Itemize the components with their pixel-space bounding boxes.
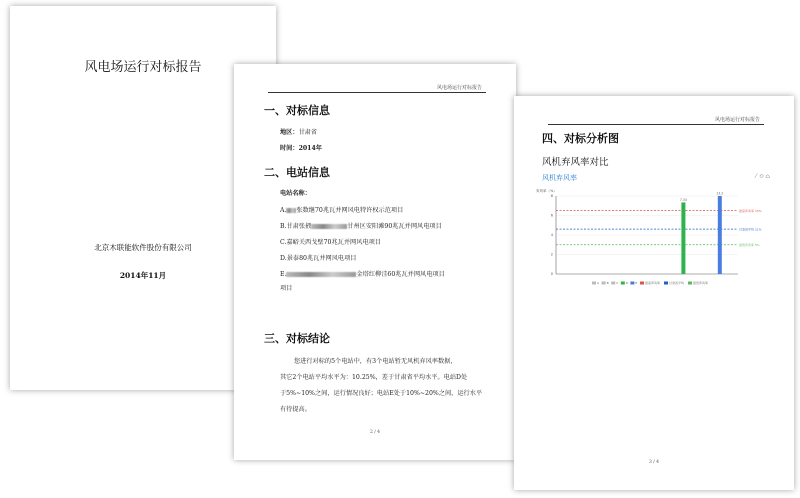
station-item xyxy=(280,237,381,246)
conclusion-line: 于5%~10%之间，运行情况良好；电站E处于10%~20%之间，运行水平 xyxy=(280,390,483,397)
conclusion-line: 其它2个电站平均水平为：10.25%，差于甘肃省平均水平。电站D处 xyxy=(280,374,468,381)
station-item xyxy=(280,205,403,214)
legend-swatch xyxy=(611,282,615,285)
station-name: 金塔红柳洼60兆瓦并网风电项目 xyxy=(356,271,445,278)
station-prefix: A. xyxy=(280,207,287,214)
stations-label: 电站名称： xyxy=(280,190,311,197)
station-prefix: E. xyxy=(280,271,287,278)
conclusion-line: 您进行对标的5个电站中，有3个电站暂无风机弃风率数据， xyxy=(294,358,457,365)
page-header: 风电场运行对标报告 xyxy=(714,117,760,123)
page-3 xyxy=(514,96,794,490)
redaction xyxy=(311,224,347,229)
reference-line-label: 最低弃风率 5% xyxy=(739,242,760,247)
station-name: 张数继70兆瓦并网风电特许权示范项目 xyxy=(296,207,404,214)
legend-label: 最高弃风率 xyxy=(645,281,661,285)
page-2 xyxy=(234,64,516,460)
section-title-benchmark-info: 一、对标信息 xyxy=(264,104,330,117)
page-header: 风电场运行对标报告 xyxy=(436,85,482,91)
station-item xyxy=(280,253,356,262)
station-prefix: C. xyxy=(280,239,287,246)
report-title: 风电场运行对标报告 xyxy=(84,60,202,75)
station-item-cont: 项目 xyxy=(280,285,293,292)
redaction xyxy=(286,272,356,277)
legend-label: 最低弃风率 xyxy=(693,281,709,285)
time-row xyxy=(280,143,322,152)
header-divider xyxy=(548,124,764,125)
bar xyxy=(681,202,685,274)
region-label: 地区： xyxy=(280,129,299,136)
region-row xyxy=(280,127,317,136)
station-name: 甘肃张掖 xyxy=(286,223,312,230)
legend-swatch xyxy=(621,282,625,285)
bar-value-label: 13.2 xyxy=(716,191,724,196)
legend-swatch xyxy=(688,282,692,285)
y-tick-label: 0 xyxy=(550,272,553,277)
y-tick-label: 4 xyxy=(550,233,553,238)
report-date: 2014年11月 xyxy=(119,271,167,280)
bar xyxy=(718,196,722,274)
reference-line-label: 最高弃风率 15% xyxy=(739,208,762,213)
curtailment-chart xyxy=(532,184,782,304)
redaction xyxy=(286,208,296,213)
y-tick-label: 6 xyxy=(550,213,553,218)
station-item xyxy=(280,269,445,278)
legend-swatch xyxy=(664,282,668,285)
section-title-analysis: 四、对标分析图 xyxy=(542,132,619,145)
station-name: 景泰80兆瓦并网风电项目 xyxy=(286,255,357,262)
legend-label: D xyxy=(625,281,629,285)
legend-swatch xyxy=(630,282,634,285)
legend-swatch xyxy=(602,282,606,285)
reference-line-label: 甘肃省平均 11% xyxy=(739,227,762,232)
station-prefix: D. xyxy=(280,255,287,262)
chart-subtitle: 风机弃风率对比 xyxy=(542,157,609,168)
station-prefix: B. xyxy=(280,223,287,230)
legend-label: A xyxy=(597,281,600,285)
legend-swatch xyxy=(592,282,596,285)
chart-toolbox-icons[interactable]: ⁄ ⟲ ⌂ xyxy=(755,173,770,180)
station-item xyxy=(280,221,442,230)
time-value: 2014年 xyxy=(298,145,322,152)
company-name: 北京木联能软件股份有限公司 xyxy=(94,243,192,252)
header-divider xyxy=(268,92,486,93)
bar-value-label: 7.34 xyxy=(679,197,687,202)
legend-label: C xyxy=(616,281,619,285)
time-label: 时间： xyxy=(280,145,299,152)
section-title-station-info: 二、电站信息 xyxy=(264,166,330,179)
y-axis-label: 弃风率（%） xyxy=(536,189,557,193)
legend-swatch xyxy=(640,282,644,285)
y-tick-label: 8 xyxy=(550,194,553,199)
section-title-conclusion: 三、对标结论 xyxy=(264,332,330,345)
page-number: 3 / 4 xyxy=(648,460,660,465)
legend-label: 甘肃省平均 xyxy=(669,281,685,285)
region-value: 甘肃省 xyxy=(298,129,318,136)
y-tick-label: 2 xyxy=(550,252,553,257)
page-number: 2 / 4 xyxy=(369,430,381,435)
station-name-cont: 甘州区安阳滩90兆瓦并网风电项目 xyxy=(347,223,442,230)
station-name: 嘉峪关西戈壁70兆瓦并网风电项目 xyxy=(286,239,381,246)
conclusion-line: 有待提高。 xyxy=(280,406,311,413)
chart-title: 风机弃风率 xyxy=(542,174,577,182)
legend-label: E xyxy=(635,281,638,285)
legend-label: B xyxy=(606,281,609,285)
